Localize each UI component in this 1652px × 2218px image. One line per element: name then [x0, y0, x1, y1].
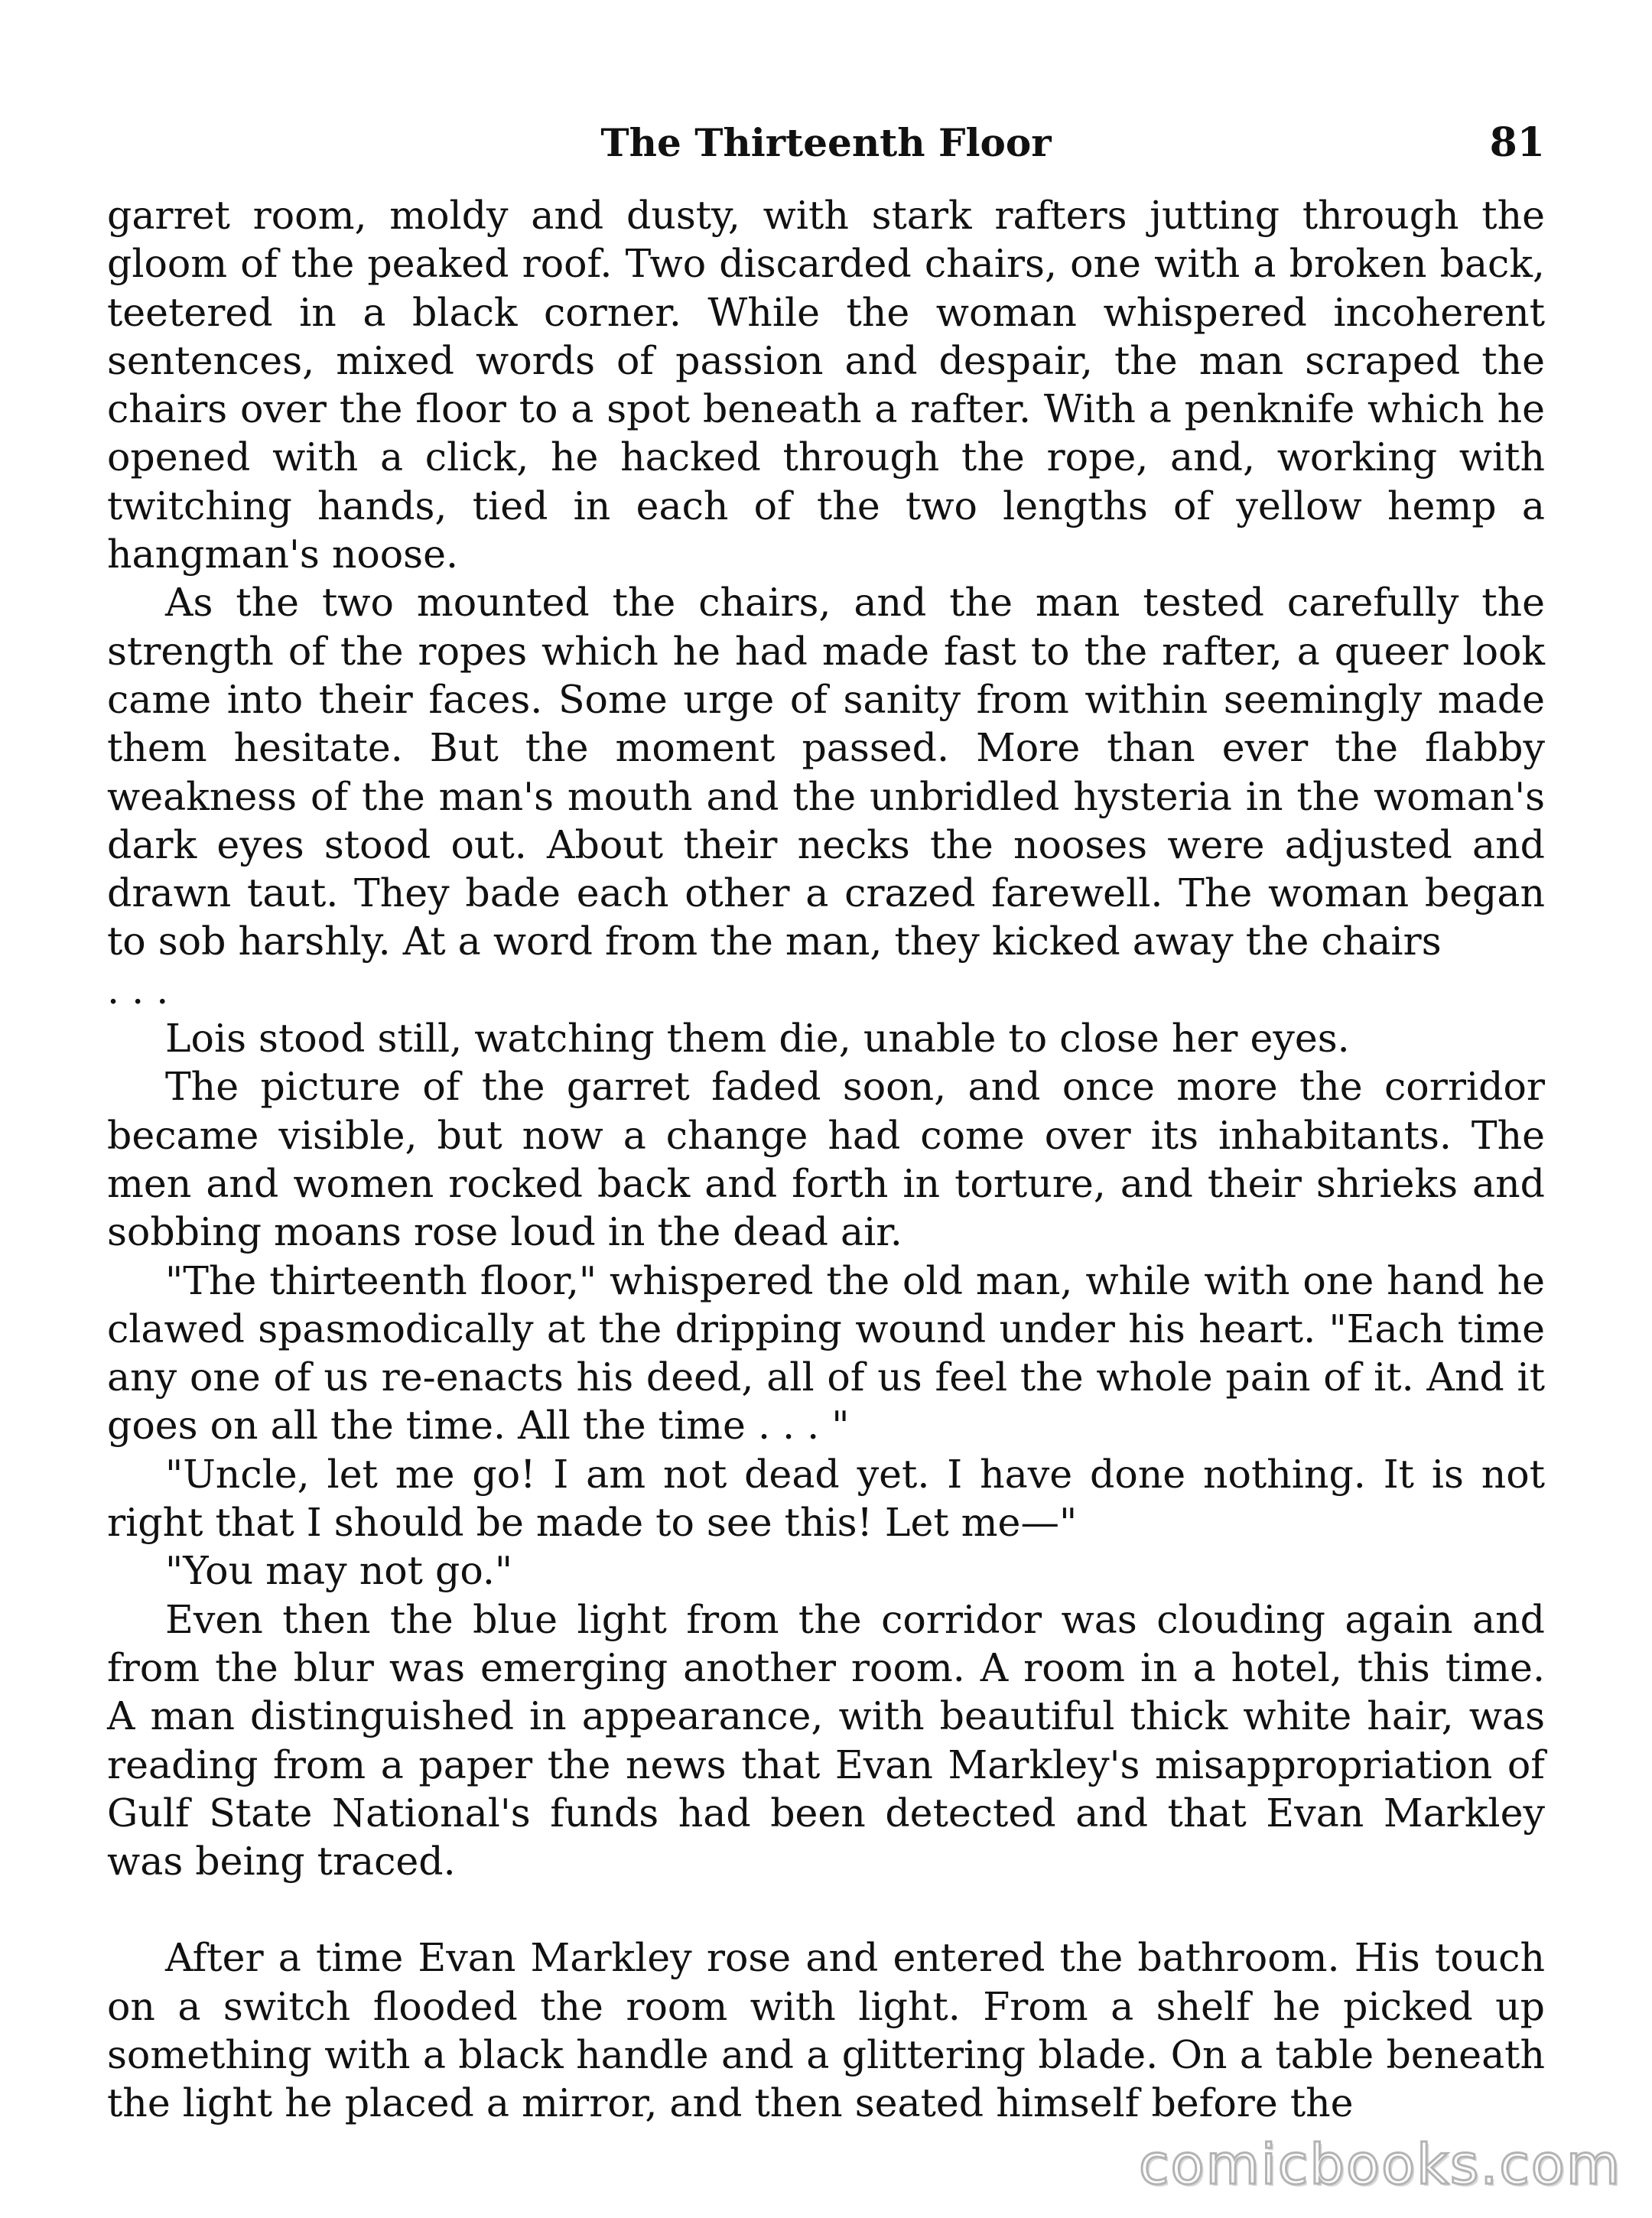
paragraph: Lois stood still, watching them die, unable to close her eyes.	[165, 1016, 1350, 1062]
paragraph: The picture of the garret faded soon, and once more the corridor became visible, but now a change had come over its inhabitants. The men and women rocked back and forth in torture, and their shrieks and sobbing moans rose loud in the dead air.	[107, 1064, 1545, 1255]
running-title: The Thirteenth Floor	[600, 120, 1052, 165]
paragraph: garret room, moldy and dusty, with stark rafters jutting through the gloom of the peaked roof. Two discarded chairs, one with a broken back, teetered in a black corner. While the woman whispered incoherent sentences, mixed words of passion and despair, the man scraped the chairs over the floor to a spot beneath a rafter. With a penknife which he opened with a click, he hacked through the rope, and, working with twitching hands, tied in each of the two lengths of yellow hemp a hangman's noose.	[107, 193, 1545, 577]
paragraph: As the two mounted the chairs, and the man tested carefully the strength of the ropes which he had made fast to the rafter, a queer look came into their faces. Some urge of sanity from within seemingly made them hesitate. But the moment passed. More than ever the flabby weakness of the man's mouth and the unbridled hysteria in the woman's dark eyes stood out. About their necks the nooses were adjusted and drawn taut. They bade each other a crazed farewell. The woman began to sob harshly. At a word from the man, they kicked away the chairs	[107, 580, 1545, 964]
paragraph: "You may not go."	[165, 1548, 513, 1594]
paragraph: "Uncle, let me go! I am not dead yet. I have done nothing. It is not right that I should be made to see this! Let me—"	[107, 1451, 1545, 1546]
paragraph: Even then the blue light from the corridor was clouding again and from the blur was emerging another room. A room in a hotel, this time. A man distinguished in appearance, with beautiful thick white hair, was reading from a paper the news that Evan Markley's misappropriation of Gulf State National's funds had been detected and that Evan Markley was being traced.	[107, 1596, 1545, 1885]
ellipsis-line: . . .	[107, 967, 169, 1013]
page-header	[107, 116, 1545, 170]
paragraph: After a time Evan Markley rose and entered the bathroom. His touch on a switch flooded the room with light. From a shelf he picked up something with a black handle and a glittering blade. On a table beneath the light he placed a mirror, and then seated himself before the	[107, 1935, 1545, 2126]
section-break	[107, 1885, 1545, 1933]
paragraph: "The thirteenth floor," whispered the old man, while with one hand he clawed spasmodically at the dripping wound under his heart. "Each time any one of us re-enacts his deed, all of us feel the whole pain of it. And it goes on all the time. All the time . . . "	[107, 1257, 1545, 1449]
watermark: comicbooks.com	[1138, 2132, 1621, 2197]
page-number: 81	[1489, 119, 1545, 166]
body-text	[107, 191, 1545, 2128]
